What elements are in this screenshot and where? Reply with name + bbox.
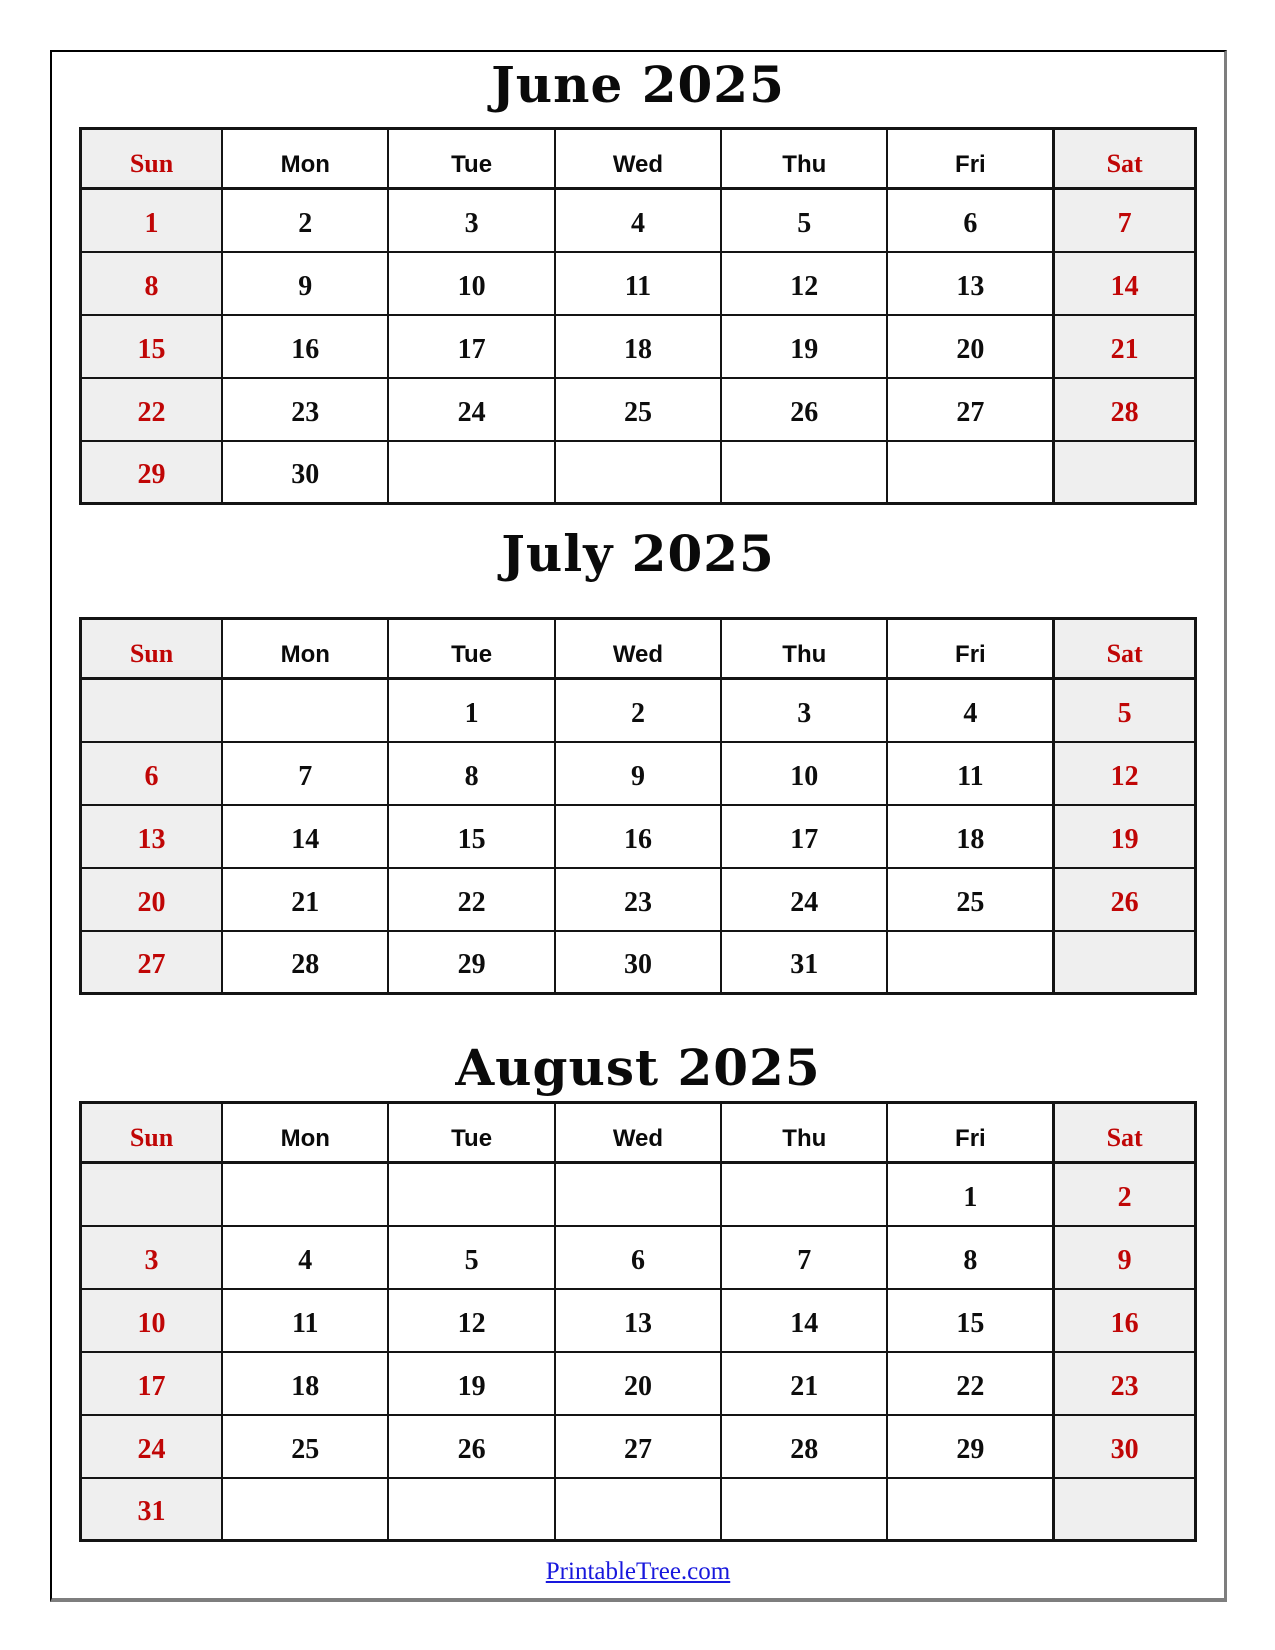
june-day-21: 21: [1054, 315, 1196, 378]
july-day-16: 16: [555, 805, 721, 868]
day-header-tue: Tue: [388, 129, 554, 189]
june-day-19: 19: [721, 315, 887, 378]
july-day-24: 24: [721, 868, 887, 931]
july-week-row-2: [81, 742, 1196, 805]
august-empty-day-cell: [721, 1163, 887, 1226]
august-empty-day-cell: [555, 1478, 721, 1541]
august-day-21: 21: [721, 1352, 887, 1415]
july-calendar-table: [79, 617, 1197, 995]
june-day-13: 13: [887, 252, 1053, 315]
july-day-31: 31: [721, 931, 887, 994]
august-day-27: 27: [555, 1415, 721, 1478]
june-day-17: 17: [388, 315, 554, 378]
july-month-section: [52, 505, 1224, 995]
july-empty-day-cell: [887, 931, 1053, 994]
page-border-frame: [50, 50, 1227, 1602]
july-day-26: 26: [1054, 868, 1196, 931]
june-day-1: 1: [81, 189, 223, 252]
june-day-15: 15: [81, 315, 223, 378]
august-day-3: 3: [81, 1226, 223, 1289]
august-week-row-1: [81, 1163, 1196, 1226]
day-header-mon: Mon: [222, 619, 388, 679]
june-day-24: 24: [388, 378, 554, 441]
june-day-25: 25: [555, 378, 721, 441]
june-day-5: 5: [721, 189, 887, 252]
august-empty-day-cell: [222, 1478, 388, 1541]
august-day-12: 12: [388, 1289, 554, 1352]
day-header-wed: Wed: [555, 129, 721, 189]
july-week-row-4: [81, 868, 1196, 931]
footer: [52, 1542, 1224, 1586]
july-day-4: 4: [887, 679, 1053, 742]
august-title: August 2025: [455, 1038, 821, 1097]
august-day-19: 19: [388, 1352, 554, 1415]
august-empty-day-cell: [887, 1478, 1053, 1541]
july-day-30: 30: [555, 931, 721, 994]
footer-link[interactable]: PrintableTree.com: [545, 1558, 731, 1585]
august-empty-day-cell: [388, 1478, 554, 1541]
day-header-fri: Fri: [887, 619, 1053, 679]
august-day-11: 11: [222, 1289, 388, 1352]
august-week-row-4: [81, 1352, 1196, 1415]
august-day-31: 31: [81, 1478, 223, 1541]
june-empty-day-cell: [1054, 441, 1196, 504]
august-day-10: 10: [81, 1289, 223, 1352]
day-header-mon: Mon: [222, 129, 388, 189]
july-day-3: 3: [721, 679, 887, 742]
july-day-8: 8: [388, 742, 554, 805]
july-empty-day-cell: [222, 679, 388, 742]
day-header-fri: Fri: [887, 1103, 1053, 1163]
august-day-17: 17: [81, 1352, 223, 1415]
june-day-23: 23: [222, 378, 388, 441]
august-week-row-3: [81, 1289, 1196, 1352]
day-header-sat: Sat: [1054, 129, 1196, 189]
august-empty-day-cell: [555, 1163, 721, 1226]
june-day-22: 22: [81, 378, 223, 441]
august-day-8: 8: [887, 1226, 1053, 1289]
june-day-6: 6: [887, 189, 1053, 252]
july-day-6: 6: [81, 742, 223, 805]
august-day-15: 15: [887, 1289, 1053, 1352]
august-day-16: 16: [1054, 1289, 1196, 1352]
july-day-22: 22: [388, 868, 554, 931]
june-empty-day-cell: [721, 441, 887, 504]
june-day-20: 20: [887, 315, 1053, 378]
june-day-2: 2: [222, 189, 388, 252]
july-day-21: 21: [222, 868, 388, 931]
august-day-2: 2: [1054, 1163, 1196, 1226]
august-calendar-table: [79, 1101, 1197, 1542]
june-calendar-table: [79, 127, 1197, 505]
august-day-13: 13: [555, 1289, 721, 1352]
july-day-7: 7: [222, 742, 388, 805]
july-week-row-5: [81, 931, 1196, 994]
august-month-section: [52, 995, 1224, 1542]
july-day-2: 2: [555, 679, 721, 742]
august-day-26: 26: [388, 1415, 554, 1478]
july-day-9: 9: [555, 742, 721, 805]
july-day-28: 28: [222, 931, 388, 994]
august-day-1: 1: [887, 1163, 1053, 1226]
august-day-24: 24: [81, 1415, 223, 1478]
june-day-14: 14: [1054, 252, 1196, 315]
august-week-row-2: [81, 1226, 1196, 1289]
august-week-row-5: [81, 1415, 1196, 1478]
august-day-23: 23: [1054, 1352, 1196, 1415]
day-header-thu: Thu: [721, 1103, 887, 1163]
day-header-row: [81, 1103, 1196, 1163]
day-header-tue: Tue: [388, 619, 554, 679]
june-week-row-3: [81, 315, 1196, 378]
august-empty-day-cell: [388, 1163, 554, 1226]
july-day-29: 29: [388, 931, 554, 994]
august-day-30: 30: [1054, 1415, 1196, 1478]
july-day-5: 5: [1054, 679, 1196, 742]
day-header-wed: Wed: [555, 619, 721, 679]
june-empty-day-cell: [388, 441, 554, 504]
august-empty-day-cell: [1054, 1478, 1196, 1541]
june-day-7: 7: [1054, 189, 1196, 252]
day-header-tue: Tue: [388, 1103, 554, 1163]
august-empty-day-cell: [721, 1478, 887, 1541]
june-day-8: 8: [81, 252, 223, 315]
day-header-sun: Sun: [81, 129, 223, 189]
july-day-19: 19: [1054, 805, 1196, 868]
june-title: June 2025: [491, 55, 785, 114]
june-empty-day-cell: [887, 441, 1053, 504]
july-week-row-1: [81, 679, 1196, 742]
day-header-sat: Sat: [1054, 619, 1196, 679]
august-day-29: 29: [887, 1415, 1053, 1478]
june-day-30: 30: [222, 441, 388, 504]
day-header-thu: Thu: [721, 619, 887, 679]
july-day-18: 18: [887, 805, 1053, 868]
months-container: [52, 52, 1224, 1542]
august-day-28: 28: [721, 1415, 887, 1478]
august-day-18: 18: [222, 1352, 388, 1415]
june-week-row-1: [81, 189, 1196, 252]
june-week-row-5: [81, 441, 1196, 504]
july-day-10: 10: [721, 742, 887, 805]
july-day-27: 27: [81, 931, 223, 994]
july-empty-day-cell: [81, 679, 223, 742]
june-day-12: 12: [721, 252, 887, 315]
june-day-29: 29: [81, 441, 223, 504]
august-day-22: 22: [887, 1352, 1053, 1415]
august-day-6: 6: [555, 1226, 721, 1289]
july-title: July 2025: [501, 524, 775, 583]
june-day-16: 16: [222, 315, 388, 378]
day-header-fri: Fri: [887, 129, 1053, 189]
july-day-13: 13: [81, 805, 223, 868]
day-header-thu: Thu: [721, 129, 887, 189]
august-day-4: 4: [222, 1226, 388, 1289]
day-header-sun: Sun: [81, 619, 223, 679]
july-day-12: 12: [1054, 742, 1196, 805]
july-day-15: 15: [388, 805, 554, 868]
june-day-26: 26: [721, 378, 887, 441]
august-day-5: 5: [388, 1226, 554, 1289]
june-day-28: 28: [1054, 378, 1196, 441]
july-day-20: 20: [81, 868, 223, 931]
august-day-14: 14: [721, 1289, 887, 1352]
june-day-4: 4: [555, 189, 721, 252]
july-day-17: 17: [721, 805, 887, 868]
july-empty-day-cell: [1054, 931, 1196, 994]
day-header-sat: Sat: [1054, 1103, 1196, 1163]
day-header-sun: Sun: [81, 1103, 223, 1163]
august-day-20: 20: [555, 1352, 721, 1415]
june-week-row-2: [81, 252, 1196, 315]
july-day-14: 14: [222, 805, 388, 868]
day-header-row: [81, 619, 1196, 679]
day-header-row: [81, 129, 1196, 189]
july-day-11: 11: [887, 742, 1053, 805]
august-week-row-6: [81, 1478, 1196, 1541]
june-day-9: 9: [222, 252, 388, 315]
june-day-18: 18: [555, 315, 721, 378]
day-header-wed: Wed: [555, 1103, 721, 1163]
june-day-27: 27: [887, 378, 1053, 441]
day-header-mon: Mon: [222, 1103, 388, 1163]
june-empty-day-cell: [555, 441, 721, 504]
july-week-row-3: [81, 805, 1196, 868]
august-day-9: 9: [1054, 1226, 1196, 1289]
august-empty-day-cell: [81, 1163, 223, 1226]
june-week-row-4: [81, 378, 1196, 441]
august-day-7: 7: [721, 1226, 887, 1289]
july-day-1: 1: [388, 679, 554, 742]
june-month-section: [52, 52, 1224, 505]
august-empty-day-cell: [222, 1163, 388, 1226]
july-day-25: 25: [887, 868, 1053, 931]
june-day-10: 10: [388, 252, 554, 315]
june-day-11: 11: [555, 252, 721, 315]
june-day-3: 3: [388, 189, 554, 252]
august-day-25: 25: [222, 1415, 388, 1478]
july-day-23: 23: [555, 868, 721, 931]
